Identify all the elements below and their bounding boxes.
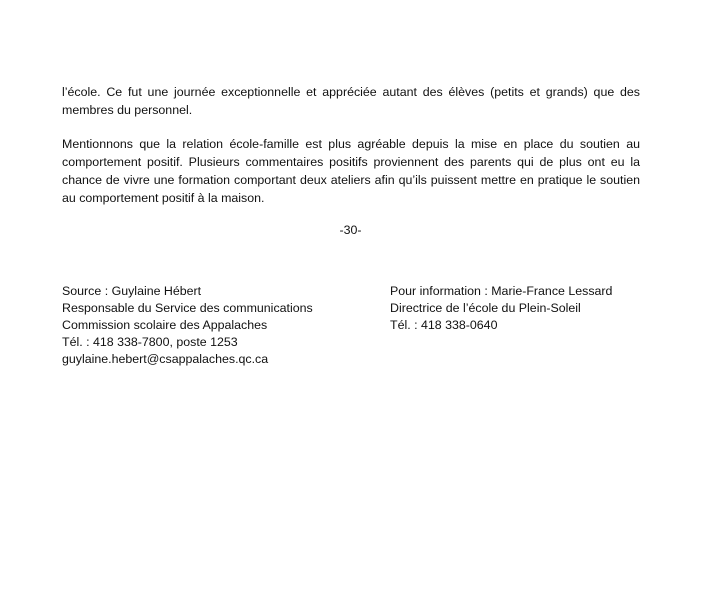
information-phone: Tél. : 418 338-0640	[390, 318, 498, 332]
source-role: Responsable du Service des communications	[62, 301, 313, 315]
information-contact-block	[390, 283, 680, 334]
source-organization: Commission scolaire des Appalaches	[62, 318, 268, 332]
body-paragraph: Mentionnons que la relation école-famille est plus agréable depuis la mise en place du soutien au comportement positif. Plusieurs commentaires positifs proviennent des parents qui de plus ont eu la chance de vivre une formation comportant deux ateliers afin qu’ils puissent mettre en pratique le soutien au comportement positif à la maison.	[62, 137, 640, 205]
source-phone: Tél. : 418 338-7800, poste 1253	[62, 335, 238, 349]
end-marker: -30-	[339, 223, 362, 237]
source-email: guylaine.hebert@csappalaches.qc.ca	[62, 352, 269, 366]
information-name: Pour information : Marie-France Lessard	[390, 284, 613, 298]
body-paragraph: l’école. Ce fut une journée exceptionnelle et appréciée autant des élèves (petits et grands) que des membres du personnel.	[62, 85, 640, 117]
information-role: Directrice de l’école du Plein-Soleil	[390, 301, 581, 315]
source-contact-block	[62, 283, 362, 368]
source-name: Source : Guylaine Hébert	[62, 284, 202, 298]
